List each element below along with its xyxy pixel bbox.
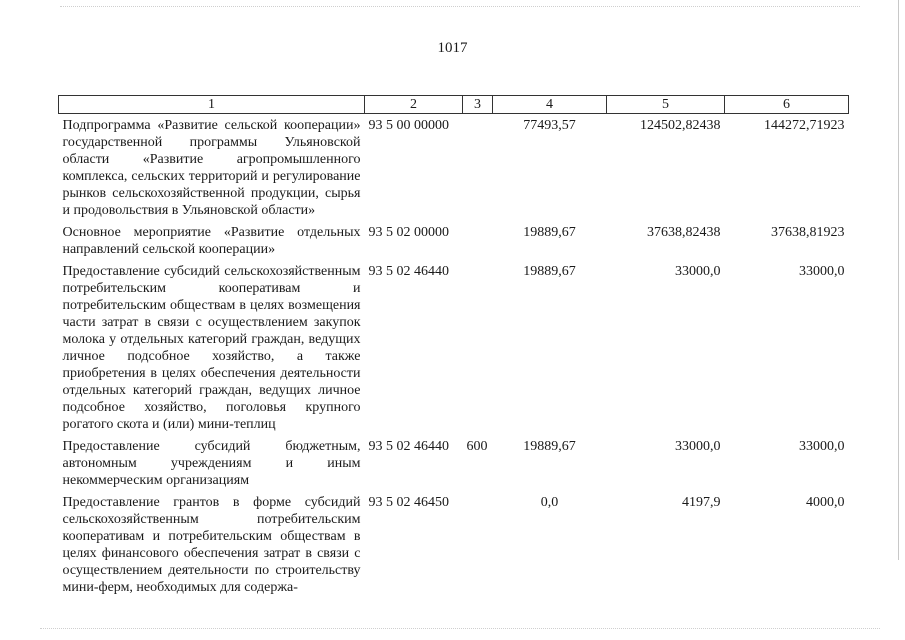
column-header-3: 3 — [463, 96, 493, 114]
row-value-5: 33000,0 — [675, 264, 721, 279]
scan-artifact-top — [60, 6, 860, 7]
page-edge-line — [898, 0, 899, 560]
row-name: Предоставление субсидий сельскохозяйственным потребительским кооперативам и потребительским обществам в целях возмещения части затрат в связи с осуществлением закупок молока у отдельных категорий граждан, ведущих личное подсобное хозяйство, а также приобретения в целях обеспечения деятельности отдельных категорий граждан, ведущих личное подсобное хозяйство, поголовья крупного рогатого скота и (или) мини-теплиц — [62, 264, 361, 432]
row-value-5: 4197,9 — [682, 495, 721, 510]
row-type — [463, 491, 493, 598]
table-row — [59, 260, 849, 435]
row-name: Подпрограмма «Развитие сельской кооперации» государственной программы Ульяновской области «Развитие агропромышленного комплекса, сельских территорий и регулирование рынков сельскохозяйственной продукции, сырья и продовольствия в Ульяновской области» — [62, 118, 361, 218]
page-number: 1017 — [437, 40, 468, 56]
row-name: Основное мероприятие «Развитие отдельных направлений сельской кооперации» — [62, 225, 361, 257]
row-value-6: 37638,81923 — [771, 225, 845, 240]
row-code: 93 5 00 00000 — [368, 118, 449, 133]
table-row — [59, 221, 849, 260]
row-code: 93 5 02 46440 — [368, 264, 449, 279]
budget-table — [58, 95, 849, 598]
row-code: 93 5 02 00000 — [368, 225, 449, 240]
row-code: 93 5 02 46440 — [368, 439, 449, 454]
table-header-row — [59, 96, 849, 114]
scan-artifact-bottom — [40, 628, 880, 629]
row-value-4: 19889,67 — [523, 264, 576, 279]
row-value-6: 144272,71923 — [764, 118, 845, 133]
table-row — [59, 114, 849, 222]
column-header-6: 6 — [725, 96, 849, 114]
row-code: 93 5 02 46450 — [368, 495, 449, 510]
row-value-4: 77493,57 — [523, 118, 576, 133]
column-header-1: 1 — [59, 96, 365, 114]
row-type — [463, 221, 493, 260]
row-value-5: 124502,82438 — [640, 118, 721, 133]
row-value-4: 19889,67 — [523, 439, 576, 454]
column-header-4: 4 — [493, 96, 607, 114]
table-row — [59, 491, 849, 598]
row-name: Предоставление субсидий бюджетным, автономным учреждениям и иным некоммерческим организациям — [62, 439, 361, 488]
row-type: 600 — [466, 439, 488, 454]
row-value-4: 0,0 — [540, 495, 559, 510]
row-value-6: 33000,0 — [799, 439, 845, 454]
row-name: Предоставление грантов в форме субсидий сельскохозяйственным потребительским кооперативам и потребительским обществам в целях финансового обеспечения затрат в связи с осуществлением деятельности по строительству мини-ферм, необходимых для содержа- — [62, 495, 361, 595]
row-value-5: 37638,82438 — [647, 225, 721, 240]
column-header-5: 5 — [607, 96, 725, 114]
row-value-6: 4000,0 — [806, 495, 845, 510]
row-value-4: 19889,67 — [523, 225, 576, 240]
row-value-6: 33000,0 — [799, 264, 845, 279]
row-type — [463, 260, 493, 435]
table-row — [59, 435, 849, 491]
row-type — [463, 114, 493, 222]
row-value-5: 33000,0 — [675, 439, 721, 454]
column-header-2: 2 — [365, 96, 463, 114]
